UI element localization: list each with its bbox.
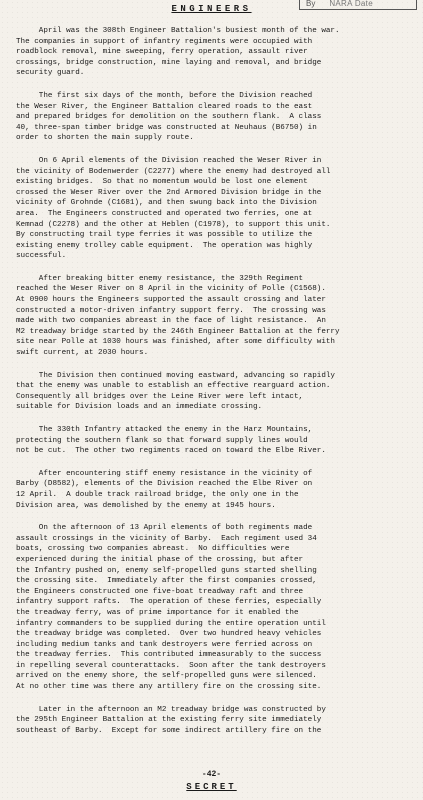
- text-line: crossed the Weser River over the 2nd Armored Division bridge in the: [16, 188, 322, 197]
- paragraph: [16, 274, 413, 359]
- document-body: [16, 26, 413, 748]
- text-line: southeast of Barby. Except for some indirect artillery fire on the: [16, 726, 322, 735]
- text-line: The first six days of the month, before the Division reached: [16, 91, 313, 100]
- text-line: successful.: [16, 252, 67, 261]
- text-line: boats, crossing two companies abreast. No difficulties were: [16, 545, 290, 554]
- text-line: the Infantry pushed on, enemy self-propelled guns started shelling: [16, 566, 317, 575]
- text-line: At 0900 hours the Engineers supported the assault crossing and later: [16, 296, 326, 305]
- text-line: the treadway ferries. This contributed immeasurably to the success: [16, 651, 322, 660]
- classification-marking: SECRET: [186, 782, 237, 792]
- text-line: swift current, at 2030 hours.: [16, 349, 149, 358]
- text-line: the 295th Engineer Battalion at the existing ferry site immediately: [16, 716, 322, 725]
- stamp-nara-date-label: NARA Date: [329, 0, 373, 8]
- text-line: Later in the afternoon an M2 treadway bridge was constructed by: [16, 705, 326, 714]
- text-line: assault crossings in the vicinity of Barby. Each regiment used 34: [16, 534, 317, 543]
- text-line: that the enemy was unable to establish an effective rearguard action.: [16, 382, 331, 391]
- text-line: Division area, was demolished by the enemy at 1945 hours.: [16, 501, 276, 510]
- text-line: area. The Engineers constructed and operated two ferries, one at: [16, 209, 313, 218]
- text-line: The 330th Infantry attacked the enemy in the Harz Mountains,: [16, 426, 313, 434]
- text-line: the treadway bridge was completed. Over two hundred heavy vehicles: [16, 630, 322, 639]
- text-line: crossings, bridge construction, mine laying and removal, and bridge: [16, 58, 322, 67]
- text-line: By constructing trail type ferries it was possible to utilize the: [16, 231, 313, 240]
- text-line: not be cut. The other two regiments raced on toward the Elbe River.: [16, 447, 326, 456]
- text-line: including medium tanks and tank destroyers were ferried across on: [16, 640, 313, 649]
- paragraph: [16, 91, 413, 144]
- text-line: security guard.: [16, 69, 85, 78]
- text-line: order to shorten the main supply route.: [16, 134, 194, 143]
- paragraph: [16, 523, 413, 693]
- text-line: infantry support rafts. The operation of these ferries, especially: [16, 598, 322, 607]
- text-line: vicinity of Grohnde (C1681), and then swung back into the Division: [16, 199, 317, 208]
- text-line: Consequently all bridges over the Leine River were left intact,: [16, 392, 304, 401]
- paragraph: [16, 469, 413, 511]
- text-line: 40, three-span timber bridge was constructed at Neuhaus (B6750) in: [16, 123, 317, 132]
- stamp-by-label: By: [306, 0, 316, 8]
- text-line: On the afternoon of 13 April elements of both regiments made: [16, 524, 313, 533]
- text-line: the treadway ferry, was of prime importance for it enabled the: [16, 608, 299, 617]
- paragraph: [16, 371, 413, 413]
- text-line: protecting the southern flank so that forward supply lines would: [16, 436, 308, 445]
- text-line: 12 April. A double track railroad bridge, the only one in the: [16, 490, 299, 499]
- paragraph: [16, 26, 413, 79]
- text-line: in repelling several counterattacks. Soon after the tank destroyers: [16, 661, 326, 670]
- section-heading: ENGINEERS: [171, 4, 252, 14]
- text-line: the Engineers constructed one five-boat treadway raft and three: [16, 587, 304, 596]
- text-line: suitable for Division loads and an immediate crossing.: [16, 403, 263, 412]
- text-line: Kemnad (C2278) and the other at Heblen (C1978), to support this unit.: [16, 220, 331, 229]
- text-line: April was the 308th Engineer Battalion's busiest month of the war.: [16, 27, 340, 35]
- text-line: constructed a motor-driven infantry support ferry. The crossing was: [16, 306, 326, 315]
- text-line: At no other time was there any artillery fire on the crossing site.: [16, 683, 322, 692]
- text-line: roadblock removal, mine sweeping, ferry operation, assault river: [16, 48, 308, 57]
- text-line: M2 treadway bridge started by the 246th Engineer Battalion at the ferry: [16, 327, 340, 336]
- paragraph: [16, 705, 413, 737]
- text-line: On 6 April elements of the Division reached the Weser River in: [16, 156, 322, 165]
- text-line: the Weser River, the Engineer Battalion cleared roads to the east: [16, 102, 313, 111]
- text-line: existing bridges. So that no momentum would be lost one element: [16, 178, 308, 187]
- text-line: experienced during the initial phase of the crossing, but after: [16, 555, 304, 564]
- text-line: and prepared bridges for demolition on the southern flank. A class: [16, 113, 322, 122]
- text-line: Barby (D8582), elements of the Division reached the Elbe River on: [16, 480, 313, 489]
- paragraph: [16, 156, 413, 262]
- text-line: the crossing site. Immediately after the first companies crossed,: [16, 577, 317, 586]
- text-line: reached the Weser River on 8 April in the vicinity of Polle (C1568).: [16, 285, 326, 294]
- page-number: -42-: [201, 770, 222, 779]
- text-line: site near Polle at 1030 hours was finished, after some difficulty with: [16, 338, 335, 347]
- text-line: made with two companies abreast in the face of light resistance. An: [16, 317, 326, 326]
- text-line: The Division then continued moving eastward, advancing so rapidly: [16, 371, 335, 380]
- text-line: The companies in support of infantry regiments were occupied with: [16, 37, 313, 46]
- text-line: existing enemy trolley cable equipment. The operation was highly: [16, 241, 313, 250]
- text-line: After encountering stiff enemy resistance in the vicinity of: [16, 469, 313, 478]
- paragraph: [16, 425, 413, 457]
- text-line: arrived on the enemy shore, the self-propelled guns were silenced.: [16, 672, 317, 681]
- text-line: infantry commanders to be supplied during the entire operation until: [16, 619, 326, 628]
- text-line: After breaking bitter enemy resistance, the 329th Regiment: [16, 274, 304, 283]
- text-line: the vicinity of Bodenwerder (C2277) where the enemy had destroyed all: [16, 167, 331, 176]
